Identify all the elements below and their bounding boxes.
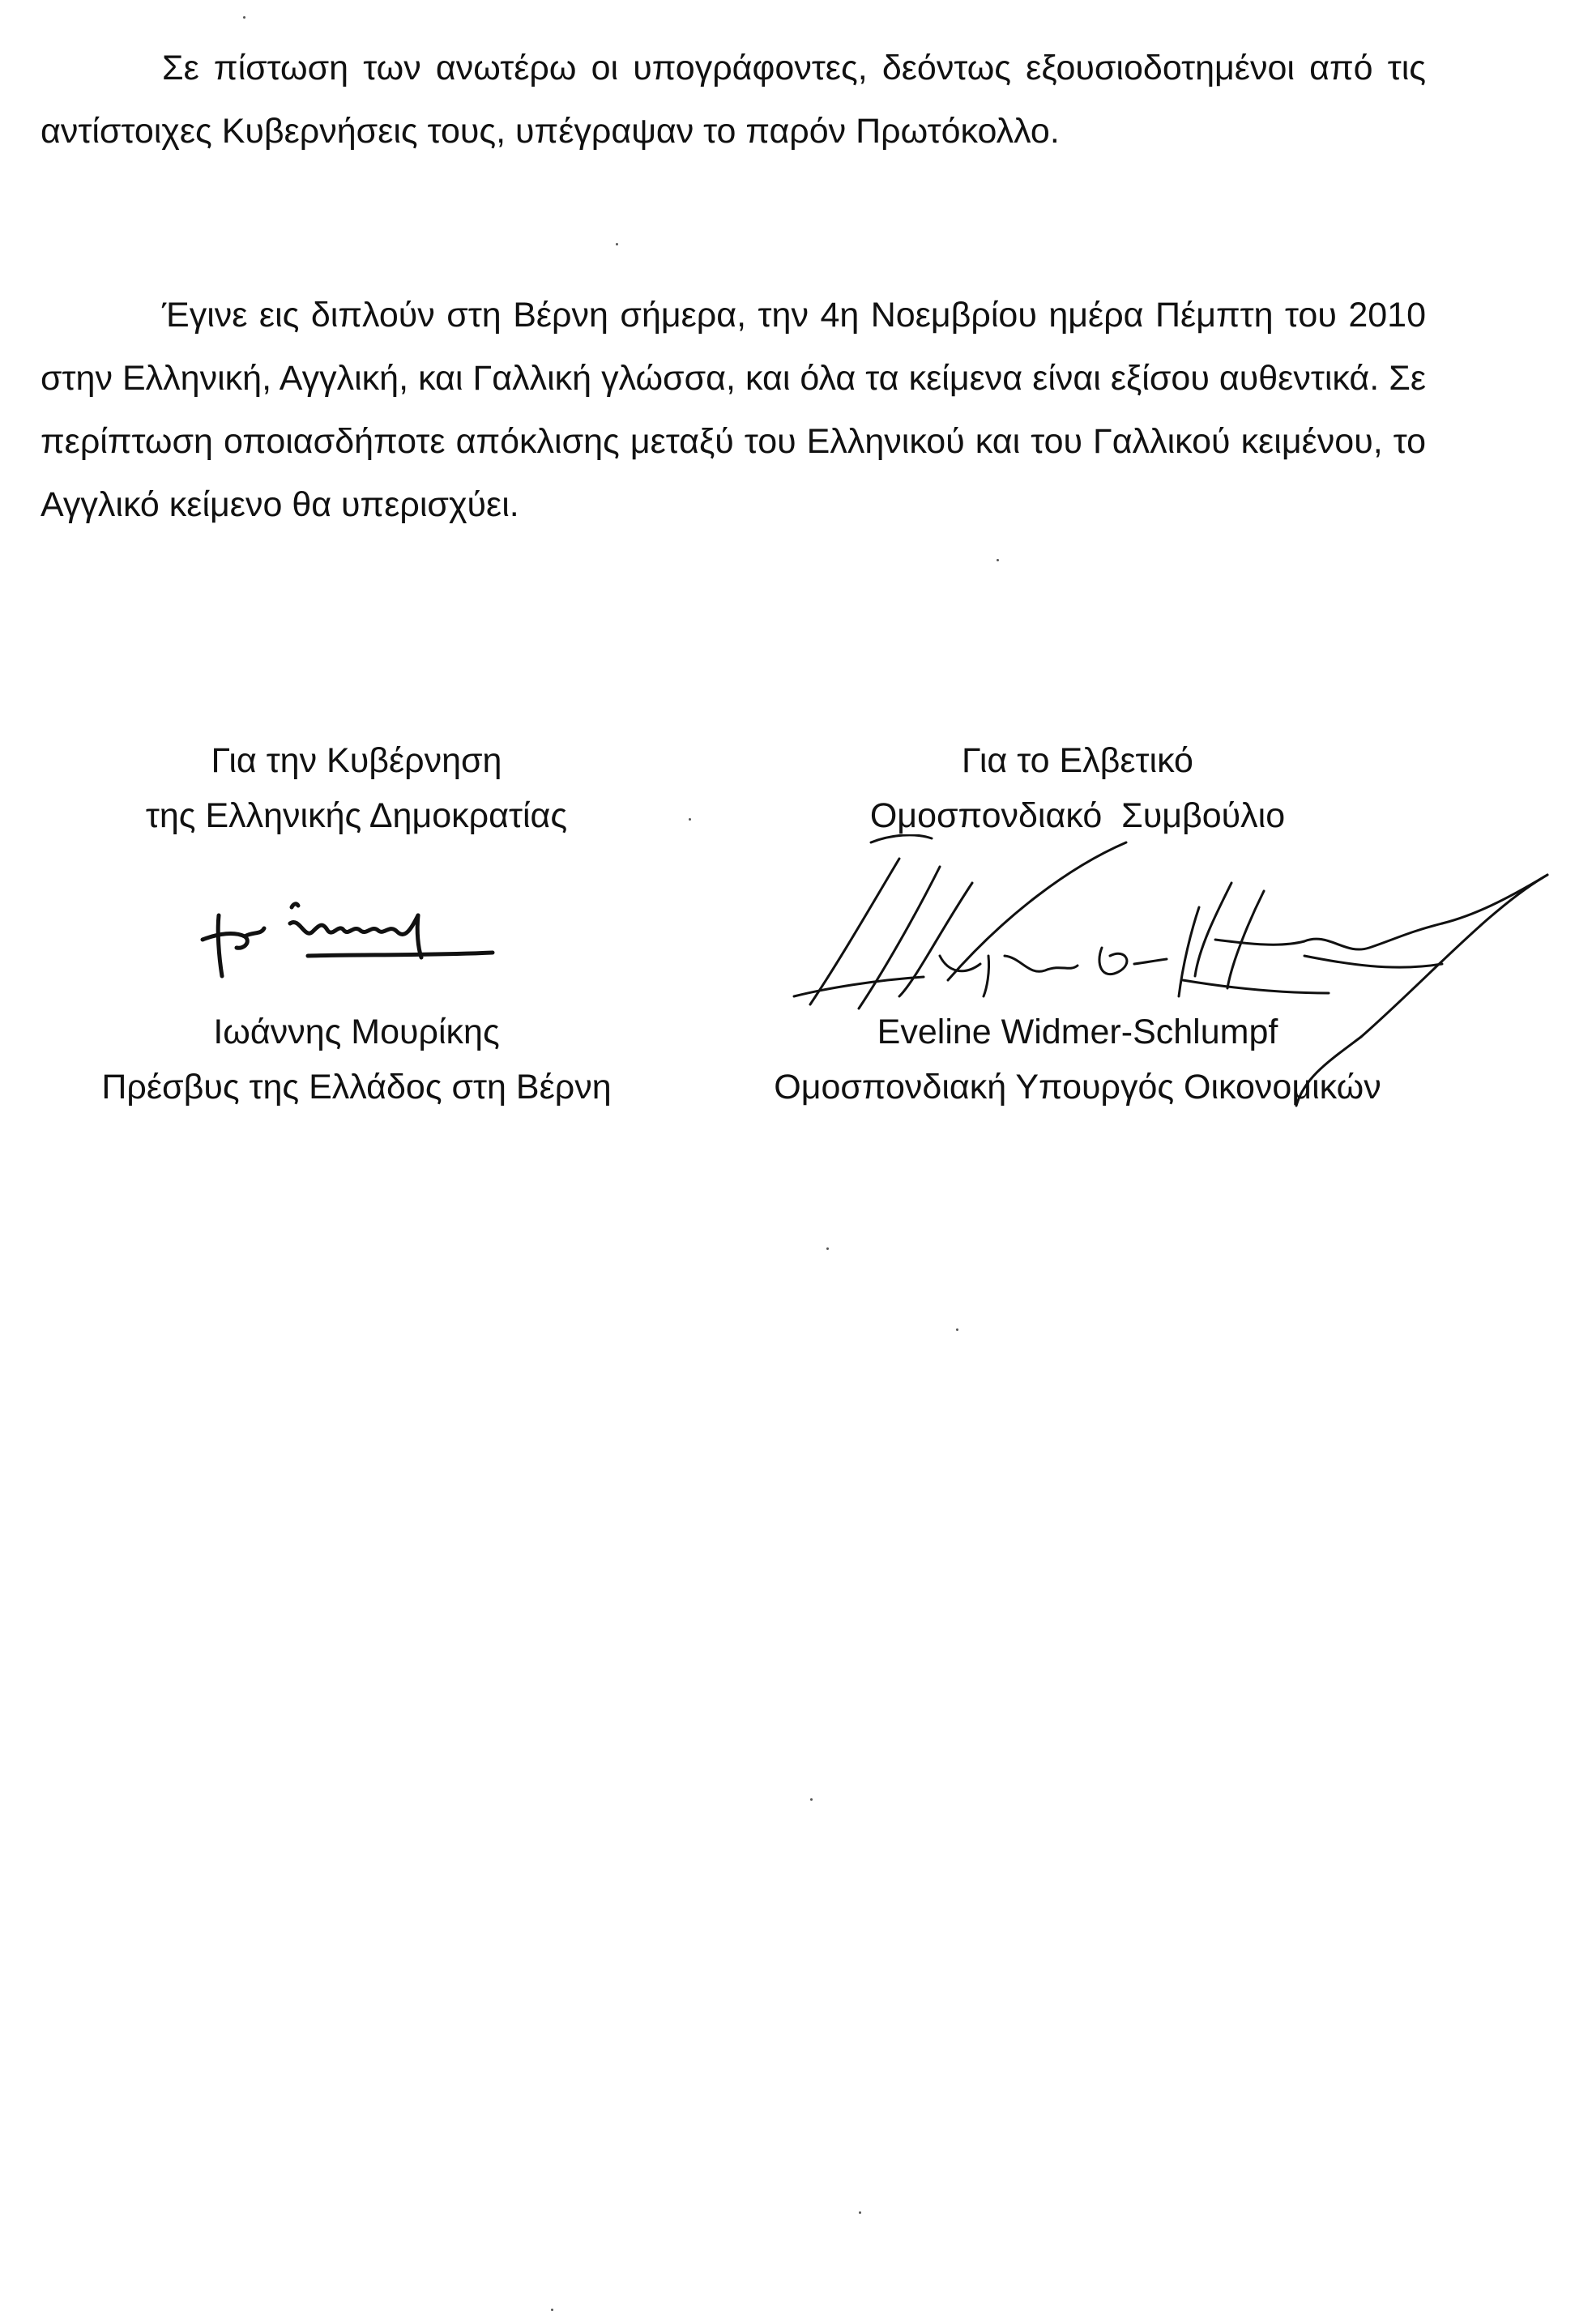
- greek-signatory-name: Ιωάννης Μουρίκης: [213, 1013, 500, 1051]
- scan-speck: [826, 1247, 829, 1250]
- closing-paragraph: Σε πίστωση των ανωτέρω οι υπογράφοντες, δεόντως εξουσιοδοτημένοι από τις αντίστοιχες Κυβερνήσεις τους, υπέγραψαν το παρόν Πρωτόκολλο.: [41, 49, 1426, 151]
- scan-speck: [956, 1328, 958, 1331]
- scan-speck: [551, 2309, 553, 2311]
- greek-signatory: [24, 1004, 689, 1115]
- swiss-signatory: [672, 1004, 1483, 1115]
- swiss-signatory-name: Eveline Widmer-Schlumpf: [877, 1013, 1278, 1051]
- greek-signatory-title: Πρέσβυς της Ελλάδος στη Βέρνη: [101, 1068, 612, 1107]
- swiss-heading-line-2: Ομοσπονδιακό Συμβούλιο: [869, 796, 1286, 835]
- scan-speck: [243, 16, 245, 19]
- scan-speck: [810, 1798, 813, 1801]
- greek-government-heading: [32, 733, 681, 843]
- scan-speck: [616, 243, 618, 245]
- greek-ambassador-signature: [194, 883, 519, 988]
- swiss-signatory-title: Ομοσπονδιακή Υπουργός Οικονομικών: [774, 1068, 1381, 1107]
- swiss-heading-line-1: Για το Ελβετικό: [962, 741, 1193, 780]
- greek-heading-line-2: της Ελληνικής Δημοκρατίας: [145, 796, 568, 835]
- done-at-paragraph: Έγινε εις διπλούν στη Βέρνη σήμερα, την 4η Νοεμβρίου ημέρα Πέμπτη του 2010 στην Ελληνική, Αγγλική, και Γαλλική γλώσσα, και όλα τα κείμενα είναι εξίσου αυθεντικά. Σε περίπτωση οποιασδήποτε απόκλισης μεταξύ του Ελληνικού και του Γαλλικού κειμένου, το Αγγλικό κείμενο θα υπερισχύει.: [41, 296, 1426, 524]
- greek-heading-line-1: Για την Κυβέρνηση: [211, 741, 502, 780]
- scan-speck: [859, 2211, 861, 2214]
- scan-speck: [997, 559, 999, 561]
- scan-speck: [689, 818, 691, 821]
- swiss-council-heading: [672, 733, 1483, 843]
